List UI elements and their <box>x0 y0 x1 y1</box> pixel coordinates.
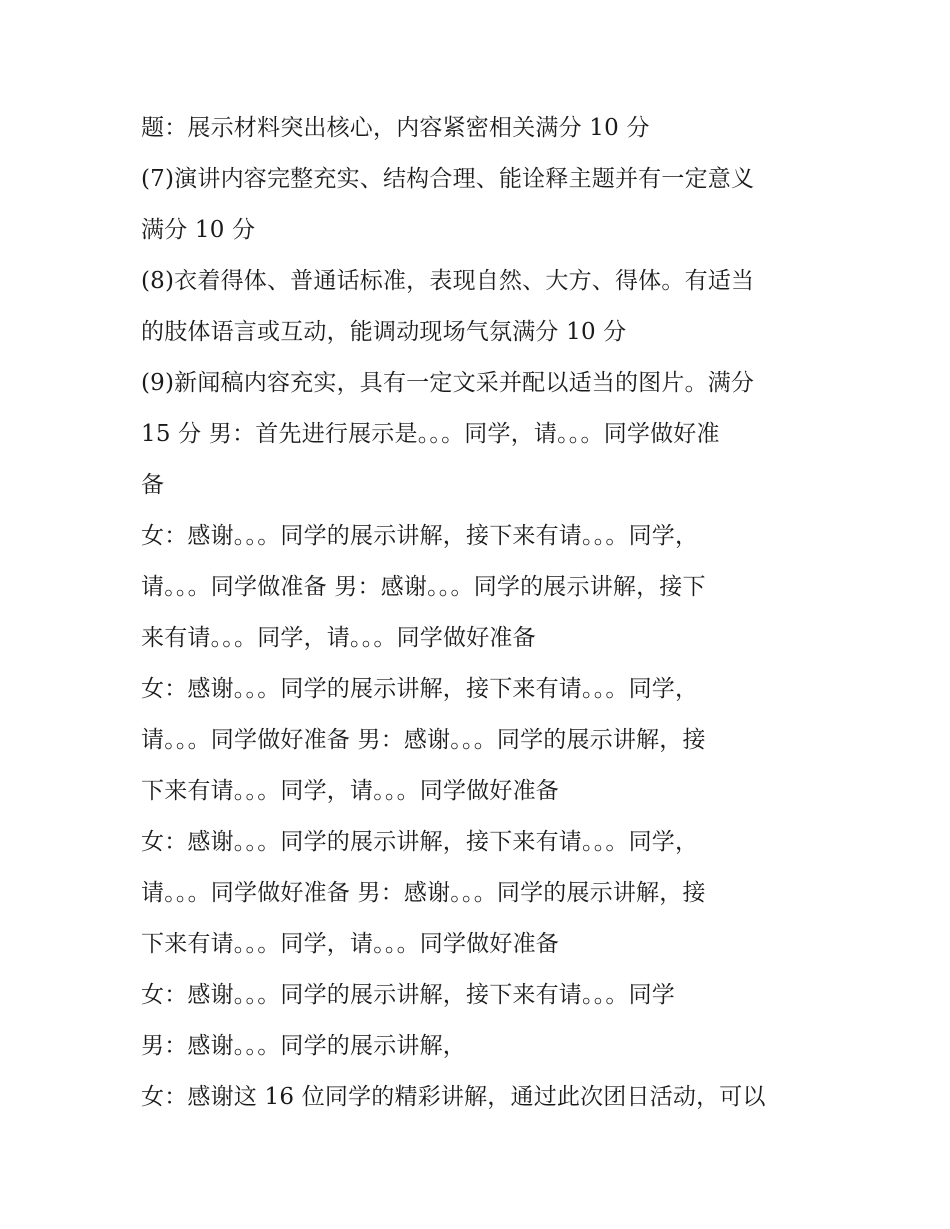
text-line: 的肢体语言或互动，能调动现场气氛满分 10 分 <box>141 319 627 345</box>
document-body <box>141 103 801 1123</box>
text-line: 请。。。同学做准备 男：感谢。。。同学的展示讲解，接下 <box>141 574 706 600</box>
text-line: (7)演讲内容完整充实、结构合理、能诠释主题并有一定意义 <box>141 166 755 192</box>
text-line: (9)新闻稿内容充实，具有一定文采并配以适当的图片。满分 <box>141 370 755 396</box>
text-line: 备 <box>141 472 165 498</box>
text-line: 下来有请。。。同学，请。。。同学做好准备 <box>141 778 559 804</box>
text-line: 女：感谢。。。同学的展示讲解，接下来有请。。。同学 <box>141 982 675 1008</box>
text-line: 女：感谢。。。同学的展示讲解，接下来有请。。。同学， <box>141 523 699 549</box>
text-line: 请。。。同学做好准备 男：感谢。。。同学的展示讲解，接 <box>141 880 706 906</box>
text-line: 题：展示材料突出核心，内容紧密相关满分 10 分 <box>141 115 650 141</box>
text-line: 女：感谢。。。同学的展示讲解，接下来有请。。。同学， <box>141 676 699 702</box>
text-line: 女：感谢。。。同学的展示讲解，接下来有请。。。同学， <box>141 829 699 855</box>
text-line: 来有请。。。同学，请。。。同学做好准备 <box>141 625 536 651</box>
text-line: 满分 10 分 <box>141 217 256 243</box>
text-line: (8)衣着得体、普通话标准，表现自然、大方、得体。有适当 <box>141 268 755 294</box>
text-line: 男：感谢。。。同学的展示讲解， <box>141 1033 466 1059</box>
text-line: 请。。。同学做好准备 男：感谢。。。同学的展示讲解，接 <box>141 727 706 753</box>
text-line: 15 分 男：首先进行展示是。。。同学，请。。。同学做好准 <box>141 421 720 447</box>
text-line: 女：感谢这 16 位同学的精彩讲解，通过此次团日活动，可以 <box>141 1084 766 1110</box>
text-line: 下来有请。。。同学，请。。。同学做好准备 <box>141 931 559 957</box>
